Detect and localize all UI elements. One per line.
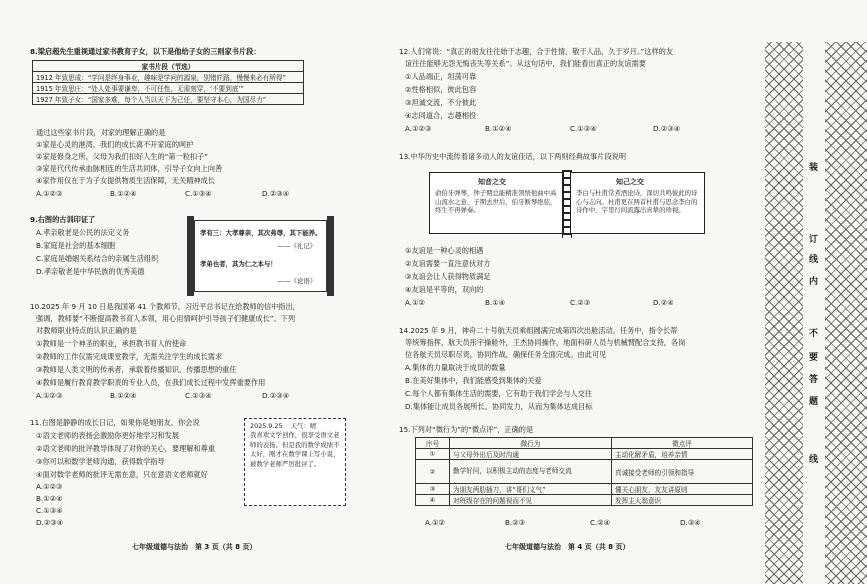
q11-choice-b[interactable]: B.①②④: [36, 494, 63, 503]
q15-cell: 懂关心朋友，友友讲原则: [612, 484, 753, 495]
q9-option-c[interactable]: C.家庭是婚姻关系结合的亲属生活组织: [36, 254, 159, 263]
q15-cell: 与父母外出后及时沟通: [450, 449, 612, 460]
q8-choice-b[interactable]: B.①②④: [110, 189, 137, 198]
q15-choice-b[interactable]: B.②③: [505, 518, 526, 527]
right-page: [395, 0, 765, 584]
q11-option-4: ④面对数学老师的批评无需在意，只在意语文老师就好: [36, 470, 208, 479]
q8-choice-d[interactable]: D.②③④: [262, 189, 290, 198]
q10-line-3: 对教师职业特点的认识正确的是: [36, 326, 137, 335]
q8-table: [32, 60, 304, 105]
q8-row-2: 1915 年致思庄：“处人处事要谦卑，不可任性，无需刻穿，‘不要到底’”: [33, 83, 304, 94]
q8-choice-c[interactable]: C.①③④: [185, 189, 212, 198]
q8-stem: 8.梁启超先生重视通过家书教育子女，以下是他给子女的三则家书片段：: [30, 47, 261, 56]
q15-header-no: 序号: [416, 438, 450, 449]
scroll-left-rod: [187, 216, 194, 296]
margin-char: 不: [809, 329, 819, 339]
q10-choice-a[interactable]: A.①②③: [36, 391, 63, 400]
q12-choice-a[interactable]: A.①②③: [405, 124, 432, 133]
table-row: [416, 495, 753, 506]
q8-option-3: ③家是代代传承血脉相连的生活共同体，引导子女向上向善: [36, 164, 223, 173]
q9-option-b[interactable]: B.家庭是社会的基本细胞: [36, 241, 116, 250]
q12-choice-d[interactable]: D.②③④: [653, 124, 681, 133]
q15-cell: 对班级存在的问题视而不见: [450, 495, 612, 506]
q15-cell: 勤学好问，以积极主动的态度与老师交流: [450, 460, 612, 484]
table-row: [416, 449, 753, 460]
q14-line-2: 等统筹指挥，航天员彤宇操舱外，王杰协同操作，地面科研人员与机械臂配合支持，各岗: [405, 338, 686, 347]
q11-option-2: ②语文老师的批评教导体现了对你的关心，要理解和尊重: [36, 444, 215, 453]
q11-line-1: 11.右图是静静的成长日记，如果你是她朋友，你会说: [30, 418, 200, 427]
q13-book2-title: 知己之交: [616, 178, 644, 186]
q15-header-comment: 微点评: [612, 438, 753, 449]
q13-book1-title: 知音之交: [478, 178, 506, 186]
q13-stem: 13.中华历史中流传着诸多动人的友谊佳话，以下两则经典故事片段说明: [399, 152, 627, 161]
margin-char: 题: [809, 397, 819, 407]
q13-option-4: ④友谊是平等的，双向的: [405, 285, 484, 294]
q12-line-1: 12.人们常说：“真正的朋友往往始于志趣，合于性情，敬于人品，久于岁月。”这样的友: [399, 47, 674, 56]
q13-option-2: ②友谊需要一直注意伙对方: [405, 259, 491, 268]
scroll-right-rod: [327, 216, 334, 296]
q15-cell: ②: [416, 460, 450, 484]
q12-option-4: ④志同道合，志趣相投: [405, 111, 477, 120]
q8-row-1: 1912 年致思成：“学问是终身事业，趣味是学问的源泉，别错匠路，慢慢来必有所得”: [33, 72, 304, 83]
q14-option-d[interactable]: D.集体能让成员各展所长、协同发力，从而为集体达成目标: [405, 402, 593, 411]
q14-line-3: 位各航天员尽职尽责，协同作战，确保任务全面完成。由此可见: [405, 350, 607, 359]
margin-char: 装: [809, 163, 819, 173]
q13-choice-c[interactable]: C.②③: [570, 298, 591, 307]
q13-book-left: [429, 172, 564, 234]
q8-choice-a[interactable]: A.①②③: [36, 189, 63, 198]
q13-option-3: ③友谊会让人获得物质满足: [405, 272, 491, 281]
q10-option-2: ②教师的工作仅需完成课堂教学，无需关注学生的成长需求: [36, 352, 223, 361]
q15-table: [415, 437, 753, 506]
q8-option-2: ②家是修身之所，父母为我们扣好人生的“第一粒扣子”: [36, 152, 209, 161]
q11-option-1: ①语文老师的表扬会激励你更好地学习和发展: [36, 431, 180, 440]
q12-choice-b[interactable]: B.①②④: [485, 124, 512, 133]
q9-quote-2: 孝弟也者，其为仁之本与！: [200, 260, 277, 268]
q9-source-1: ——《礼记》: [277, 242, 316, 250]
q15-choice-c[interactable]: C.②④: [590, 518, 611, 527]
q11-choice-c[interactable]: C.①③④: [36, 506, 63, 515]
q12-choice-c[interactable]: C.①③④: [570, 124, 597, 133]
q9-option-d[interactable]: D.孝亲敬老是中华民族的优秀美德: [36, 267, 145, 276]
q13-choice-b[interactable]: B.①④: [485, 298, 506, 307]
q10-line-1: 10.2025 年 9 月 10 日是我国第 41 个教师节。习近平总书记在给教师的信中指出，: [30, 302, 300, 311]
q14-option-a[interactable]: A.集体的力量取决于成员的数量: [405, 363, 506, 372]
binding-margin: [765, 42, 867, 584]
q11-diary-note: [244, 418, 346, 506]
q11-diary-date: 2025.9.25: [250, 422, 283, 430]
q13-choice-d[interactable]: D.②④: [653, 298, 674, 307]
q8-row-3: 1927 年致子女：“国家多难，每个人当以天下为己任，要坚守本心，为国尽力”: [33, 94, 304, 105]
q15-cell: 主动化解矛盾，培养亲情: [612, 449, 753, 460]
q10-option-3: ③教师是人类文明的传承者，承载着传播知识、传播思想的重任: [36, 365, 237, 374]
left-page-footer: 七年级道德与法治 第 3 页（共 8 页）: [132, 543, 257, 551]
q14-line-1: 14.2025 年 9 月，神舟二十号航天员乘组圆满完成第四次出舱活动。任务中，指令长蒂: [399, 326, 678, 335]
q10-option-1: ①教师是一个神圣的职业，承担教书育人的使命: [36, 339, 187, 348]
q13-book1-text: 俞伯牙弹琴，钟子期总能精准领悟他曲中高山流水之意，子期去世后，伯牙断琴绝弦，终生不再弹奏。: [435, 189, 557, 215]
q12-option-1: ①人品端正，坦荡可靠: [405, 72, 477, 81]
q10-choice-c[interactable]: C.①③④: [185, 391, 212, 400]
q15-cell: ③: [416, 484, 450, 495]
q15-cell: 为朋友两肋插刀，讲“哥们义气”: [450, 484, 612, 495]
q9-quote-scroll: [194, 220, 327, 292]
q8-option-1: ①家是心灵的港湾，我们的成长离不开家庭的呵护: [36, 140, 194, 149]
hatch-pattern-left: [765, 42, 803, 584]
margin-char: 线: [809, 455, 819, 465]
q13-book-right: [570, 172, 705, 234]
q12-option-3: ③坦诚交流，不分彼此: [405, 98, 477, 107]
q13-book2-text: 李白与杜甫常煮酒论诗，深切共鸣彼此的诗心与志向。杜甫更在两首杜甫与思念李白的诗作中，字里行间流露出真挚的珍视。: [576, 189, 698, 215]
q15-cell: ①: [416, 449, 450, 460]
q10-choice-b[interactable]: B.①②④: [110, 391, 137, 400]
q12-option-2: ②性格相似，彼此包容: [405, 85, 477, 94]
q13-option-1: ①友谊是一种心灵的相遇: [405, 246, 484, 255]
left-page: [0, 0, 380, 584]
q14-option-b[interactable]: B.在美好集体中，我们能感受到集体的关爱: [405, 376, 542, 385]
q9-option-a[interactable]: A.孝亲敬老是公民的法定义务: [36, 228, 130, 237]
q9-stem: 9.右图的古训印证了: [30, 215, 96, 224]
table-row: [416, 460, 753, 484]
q11-diary-text: 我喜欢文学创作，很享受语文老师的表扬。但是我的数学成绩不太好，刚才在数学课上写小说，被数学老师严厉批评了。: [250, 431, 340, 468]
q15-cell: ④: [416, 495, 450, 506]
q10-line-2: 强调，教师要“不断提高教书育人本领，用心用情呵护引导孩子们健康成长”。下列: [36, 314, 296, 323]
q9-source-2: ——《论语》: [277, 277, 316, 285]
margin-char: 订: [809, 235, 819, 245]
q11-option-3: ③你可以和数学老师沟通，获得数学指导: [36, 457, 165, 466]
q15-cell: 真诚接受老师的引领和指导: [612, 460, 753, 484]
q15-choice-d[interactable]: D.③④: [680, 518, 701, 527]
q8-option-4: ④家作用仅在于为子女提供物质生活保障，无关精神成长: [36, 176, 215, 185]
q11-choice-d[interactable]: D.②③④: [36, 518, 64, 527]
q12-line-2: 谊往往能够无怨无悔丧失等关系”。从这句话中，我们能看出真正的友谊需要: [405, 59, 646, 68]
margin-char: 答: [809, 375, 819, 385]
margin-char: 线: [809, 255, 819, 265]
q10-option-4: ④教师是履行教育教学职责的专业人员，在我们成长过程中发挥重要作用: [36, 378, 266, 387]
q11-diary-weather: 天气：晴: [290, 422, 317, 430]
q15-stem: 15.下列对“微行为”的“微点评”，正确的是: [399, 425, 534, 434]
q9-quote-1: 孝有三：大孝尊亲，其次弗辱，其下能养。: [200, 229, 322, 237]
margin-char: 内: [809, 277, 819, 287]
q8-ask: 通过这些家书片段，对家的理解正确的是: [36, 128, 166, 137]
q10-choice-d[interactable]: D.②③④: [262, 391, 290, 400]
q15-header-behavior: 微行为: [450, 438, 612, 449]
margin-char: 要: [809, 353, 819, 363]
table-row: [416, 484, 753, 495]
q14-option-c[interactable]: C.每个人都有集体生活的需要，它有助于我们学会与人交往: [405, 389, 592, 398]
q15-choice-a[interactable]: A.①②: [425, 518, 445, 527]
q11-choice-a[interactable]: A.①②③: [36, 482, 63, 491]
q13-choice-a[interactable]: A.①②: [405, 298, 425, 307]
hatch-pattern-right: [825, 42, 867, 584]
q15-cell: 发挥主人翁意识: [612, 495, 753, 506]
q8-table-header: 家书片段（节选）: [33, 61, 304, 72]
right-page-footer: 七年级道德与法治 第 4 页（共 8 页）: [505, 543, 630, 551]
